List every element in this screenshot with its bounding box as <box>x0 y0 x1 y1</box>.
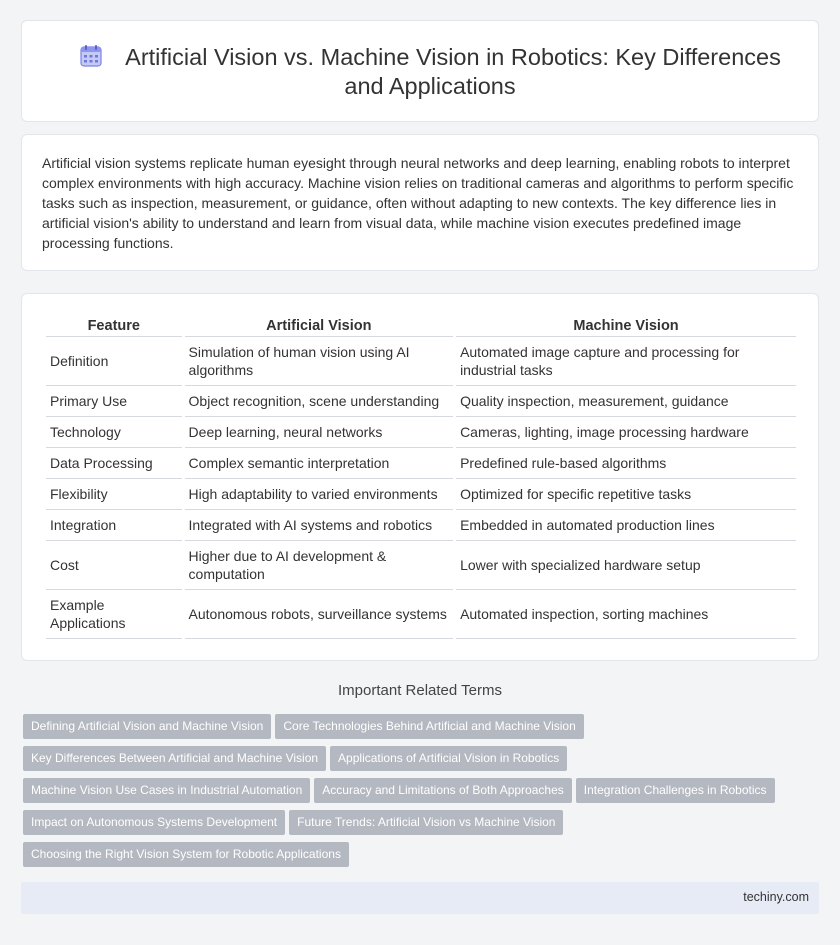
feature-cell: Data Processing <box>46 448 182 479</box>
related-term-tag[interactable]: Core Technologies Behind Artificial and Machine Vision <box>275 714 583 739</box>
related-term-tag[interactable]: Integration Challenges in Robotics <box>576 778 775 803</box>
related-term-tag[interactable]: Accuracy and Limitations of Both Approaches <box>314 778 571 803</box>
footer-site-link[interactable]: techiny.com <box>743 890 809 904</box>
footer-bar <box>21 882 819 914</box>
header-feature: Feature <box>46 315 182 337</box>
machine-cell: Automated inspection, sorting machines <box>456 590 796 639</box>
machine-cell: Quality inspection, measurement, guidance <box>456 386 796 417</box>
feature-cell: Flexibility <box>46 479 182 510</box>
related-term-tag[interactable]: Impact on Autonomous Systems Development <box>23 810 285 835</box>
comparison-table <box>43 315 799 639</box>
related-term-tag[interactable]: Applications of Artificial Vision in Robotics <box>330 746 567 771</box>
artificial-cell: Higher due to AI development & computation <box>185 541 454 590</box>
table-row <box>46 541 796 590</box>
artificial-cell: Simulation of human vision using AI algorithms <box>185 337 454 386</box>
related-term-tag[interactable]: Machine Vision Use Cases in Industrial Automation <box>23 778 310 803</box>
machine-cell: Optimized for specific repetitive tasks <box>456 479 796 510</box>
machine-cell: Predefined rule-based algorithms <box>456 448 796 479</box>
related-terms-list <box>23 714 813 874</box>
header-artificial-vision: Artificial Vision <box>185 315 454 337</box>
intro-paragraph: Artificial vision systems replicate human eyesight through neural networks and deep learning, enabling robots to interpret complex environments with high accuracy. Machine vision relies on traditional cameras and algorithms to perform specific tasks such as inspection, measurement, or guidance, often without adapting to new contexts. The key difference lies in artificial vision's ability to understand and learn from visual data, while machine vision executes predefined image processing functions. <box>42 155 794 251</box>
artificial-cell: Deep learning, neural networks <box>185 417 454 448</box>
header-machine-vision: Machine Vision <box>456 315 796 337</box>
table-row <box>46 448 796 479</box>
machine-cell: Automated image capture and processing for industrial tasks <box>456 337 796 386</box>
machine-cell: Cameras, lighting, image processing hardware <box>456 417 796 448</box>
feature-cell: Cost <box>46 541 182 590</box>
machine-cell: Embedded in automated production lines <box>456 510 796 541</box>
table-row <box>46 479 796 510</box>
table-row <box>46 337 796 386</box>
machine-cell: Lower with specialized hardware setup <box>456 541 796 590</box>
title-card <box>21 20 819 122</box>
intro-card <box>21 134 819 271</box>
table-row <box>46 417 796 448</box>
table-row <box>46 510 796 541</box>
table-row <box>46 590 796 639</box>
related-term-tag[interactable]: Future Trends: Artificial Vision vs Machine Vision <box>289 810 563 835</box>
related-term-tag[interactable]: Choosing the Right Vision System for Robotic Applications <box>23 842 349 867</box>
table-header-row <box>46 315 796 337</box>
feature-cell: Primary Use <box>46 386 182 417</box>
table-row <box>46 386 796 417</box>
artificial-cell: High adaptability to varied environments <box>185 479 454 510</box>
page-title: Artificial Vision vs. Machine Vision in Robotics: Key Differences and Applications <box>125 44 781 99</box>
artificial-cell: Object recognition, scene understanding <box>185 386 454 417</box>
artificial-cell: Autonomous robots, surveillance systems <box>185 590 454 639</box>
related-terms-heading: Important Related Terms <box>338 682 502 699</box>
feature-cell: Definition <box>46 337 182 386</box>
comparison-card <box>21 293 819 661</box>
feature-cell: Technology <box>46 417 182 448</box>
calendar-icon <box>79 44 103 68</box>
feature-cell: Integration <box>46 510 182 541</box>
feature-cell: Example Applications <box>46 590 182 639</box>
page-title-block <box>62 43 798 101</box>
artificial-cell: Complex semantic interpretation <box>185 448 454 479</box>
artificial-cell: Integrated with AI systems and robotics <box>185 510 454 541</box>
related-term-tag[interactable]: Key Differences Between Artificial and Machine Vision <box>23 746 326 771</box>
related-term-tag[interactable]: Defining Artificial Vision and Machine Vision <box>23 714 271 739</box>
